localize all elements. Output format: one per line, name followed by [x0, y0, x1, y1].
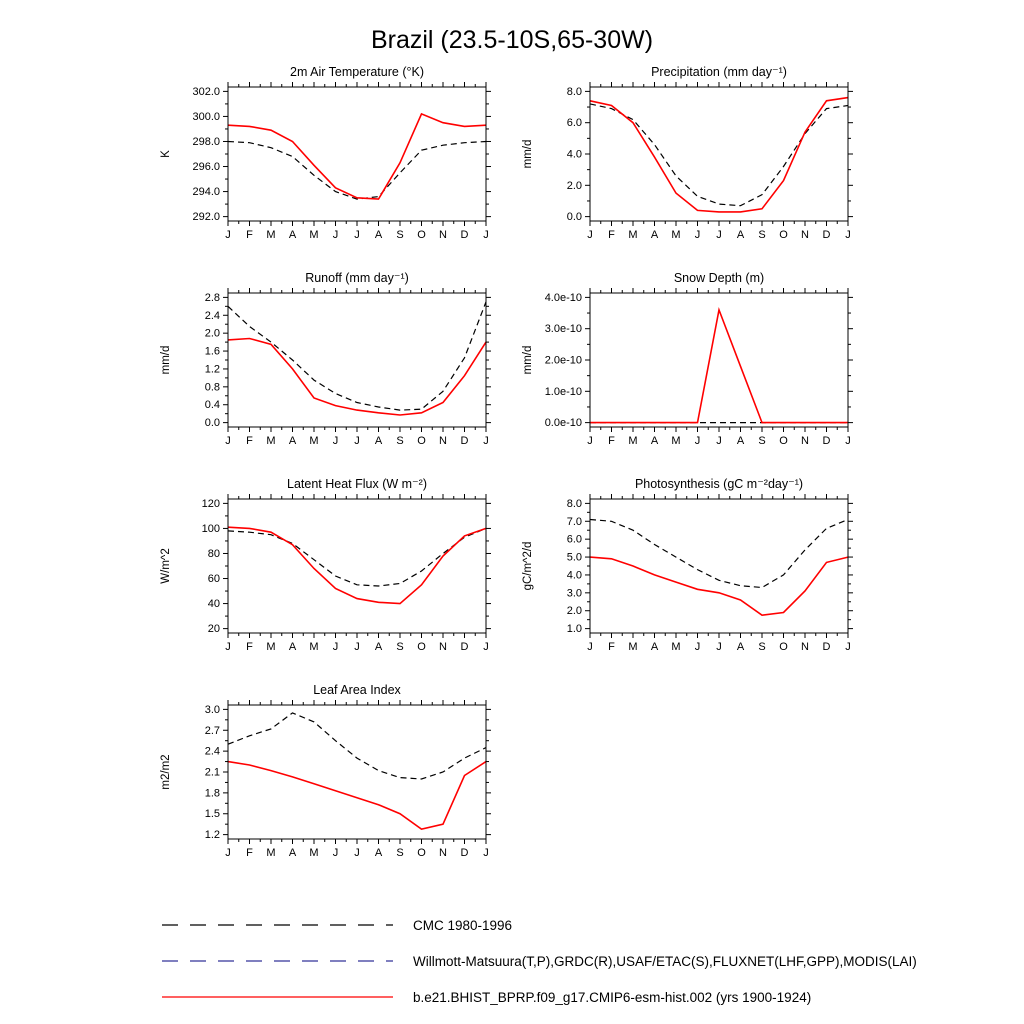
svg-text:J: J: [483, 229, 489, 241]
svg-text:A: A: [736, 435, 745, 447]
chart-snow-depth-plot: [512, 267, 862, 463]
svg-text:2.7: 2.7: [204, 724, 220, 737]
legend-label: b.e21.BHIST_BPRP.f09_g17.CMIP6-esm-hist.002 (yrs 1900-1924): [413, 989, 812, 1005]
svg-text:J: J: [845, 229, 851, 241]
svg-text:60: 60: [207, 573, 220, 586]
svg-text:1.2: 1.2: [204, 829, 220, 842]
chart-leaf-area-index-plot: [150, 679, 500, 875]
svg-text:3.0: 3.0: [204, 703, 220, 716]
svg-text:2.8: 2.8: [204, 291, 220, 304]
svg-text:m2/m2: m2/m2: [160, 754, 172, 790]
page-title: Brazil (23.5-10S,65-30W): [370, 26, 654, 54]
svg-text:J: J: [587, 435, 593, 447]
svg-text:302.0: 302.0: [192, 85, 220, 98]
svg-text:J: J: [225, 641, 231, 653]
chart-photosynthesis: [512, 473, 862, 671]
svg-text:0.0: 0.0: [204, 417, 220, 430]
svg-text:S: S: [396, 435, 404, 447]
svg-text:S: S: [396, 847, 404, 859]
legend-line-sample-dashed-black: [160, 917, 395, 933]
chart-leaf-area-index: [150, 679, 500, 877]
svg-text:2.4: 2.4: [204, 309, 220, 322]
svg-text:0.8: 0.8: [204, 381, 220, 394]
svg-text:J: J: [845, 435, 851, 447]
svg-text:0.0e-10: 0.0e-10: [544, 417, 582, 430]
svg-text:gC/m^2/d: gC/m^2/d: [522, 541, 534, 591]
svg-text:2.0: 2.0: [566, 179, 582, 192]
svg-text:F: F: [246, 229, 253, 241]
svg-text:F: F: [608, 641, 615, 653]
svg-text:A: A: [374, 435, 383, 447]
svg-text:M: M: [266, 229, 276, 241]
svg-text:1.6: 1.6: [204, 345, 220, 358]
svg-text:N: N: [439, 847, 447, 859]
svg-text:A: A: [650, 641, 659, 653]
svg-text:J: J: [694, 435, 701, 447]
svg-text:J: J: [716, 641, 722, 653]
chart-snow-depth: [512, 267, 862, 465]
svg-text:2.1: 2.1: [204, 766, 220, 779]
svg-text:N: N: [439, 641, 447, 653]
svg-text:J: J: [225, 229, 231, 241]
svg-text:Leaf Area Index: Leaf Area Index: [313, 683, 401, 697]
svg-text:J: J: [354, 229, 360, 241]
svg-text:M: M: [628, 229, 638, 241]
svg-text:1.0e-10: 1.0e-10: [544, 385, 582, 398]
svg-text:J: J: [716, 435, 722, 447]
svg-text:O: O: [417, 847, 426, 859]
svg-text:F: F: [246, 847, 253, 859]
svg-text:A: A: [650, 229, 659, 241]
svg-text:A: A: [736, 229, 745, 241]
chart-runoff-plot: [150, 267, 500, 463]
svg-text:D: D: [822, 641, 831, 653]
svg-text:O: O: [779, 435, 788, 447]
svg-text:S: S: [758, 229, 766, 241]
svg-text:Precipitation (mm day⁻¹): Precipitation (mm day⁻¹): [651, 65, 787, 79]
svg-text:M: M: [671, 229, 681, 241]
svg-text:6.0: 6.0: [566, 533, 582, 546]
svg-text:J: J: [225, 435, 231, 447]
legend-row-cmc: [160, 907, 1024, 943]
svg-text:A: A: [374, 641, 383, 653]
svg-text:M: M: [266, 641, 276, 653]
svg-text:S: S: [758, 641, 766, 653]
legend-row-model-run: [160, 979, 1024, 1015]
svg-text:D: D: [822, 229, 831, 241]
svg-text:20: 20: [207, 623, 220, 636]
svg-text:6.0: 6.0: [566, 117, 582, 130]
legend-label: CMC 1980-1996: [413, 917, 513, 933]
svg-text:40: 40: [207, 598, 220, 611]
svg-text:O: O: [779, 641, 788, 653]
svg-text:1.5: 1.5: [204, 808, 220, 821]
svg-text:S: S: [758, 435, 766, 447]
svg-text:5.0: 5.0: [566, 551, 582, 564]
svg-text:1.8: 1.8: [204, 787, 220, 800]
svg-text:2.0: 2.0: [204, 327, 220, 340]
svg-text:D: D: [460, 641, 469, 653]
chart-2m-air-temperature-plot: [150, 61, 500, 257]
svg-text:K: K: [160, 150, 172, 158]
svg-text:292.0: 292.0: [192, 211, 220, 224]
svg-text:100: 100: [201, 522, 220, 535]
svg-text:J: J: [332, 847, 339, 859]
svg-text:A: A: [288, 435, 297, 447]
svg-text:J: J: [587, 641, 593, 653]
svg-text:1.2: 1.2: [204, 363, 220, 376]
svg-text:S: S: [396, 641, 404, 653]
svg-text:M: M: [309, 847, 319, 859]
svg-text:J: J: [332, 435, 339, 447]
svg-text:120: 120: [201, 497, 220, 510]
svg-text:M: M: [671, 435, 681, 447]
svg-text:3.0e-10: 3.0e-10: [544, 323, 582, 336]
svg-text:J: J: [354, 847, 360, 859]
svg-text:J: J: [483, 847, 489, 859]
svg-text:M: M: [309, 435, 319, 447]
svg-text:N: N: [801, 641, 809, 653]
svg-text:A: A: [374, 847, 383, 859]
svg-text:296.0: 296.0: [192, 161, 220, 174]
legend-line-sample-solid-red: [160, 989, 395, 1005]
svg-text:4.0e-10: 4.0e-10: [544, 291, 582, 304]
svg-text:J: J: [694, 641, 701, 653]
svg-text:A: A: [736, 641, 745, 653]
svg-text:J: J: [483, 435, 489, 447]
svg-text:2.4: 2.4: [204, 745, 220, 758]
svg-text:N: N: [439, 229, 447, 241]
svg-text:F: F: [608, 435, 615, 447]
svg-text:M: M: [309, 641, 319, 653]
chart-runoff: [150, 267, 500, 465]
svg-text:M: M: [671, 641, 681, 653]
svg-text:3.0: 3.0: [566, 587, 582, 600]
svg-text:J: J: [716, 229, 722, 241]
svg-text:F: F: [246, 435, 253, 447]
svg-text:O: O: [417, 641, 426, 653]
svg-text:A: A: [650, 435, 659, 447]
svg-text:W/m^2: W/m^2: [160, 548, 172, 584]
svg-text:J: J: [483, 641, 489, 653]
svg-text:D: D: [822, 435, 831, 447]
svg-text:N: N: [439, 435, 447, 447]
svg-text:A: A: [288, 229, 297, 241]
svg-text:2.0: 2.0: [566, 605, 582, 618]
svg-text:Runoff (mm day⁻¹): Runoff (mm day⁻¹): [305, 271, 409, 285]
svg-text:300.0: 300.0: [192, 110, 220, 123]
chart-photosynthesis-plot: [512, 473, 862, 669]
svg-text:F: F: [246, 641, 253, 653]
svg-text:8.0: 8.0: [566, 497, 582, 510]
chart-precipitation: [512, 61, 862, 259]
svg-text:J: J: [845, 641, 851, 653]
svg-text:J: J: [354, 641, 360, 653]
svg-text:2m Air Temperature (°K): 2m Air Temperature (°K): [290, 65, 424, 79]
legend: [160, 907, 1024, 1015]
svg-text:S: S: [396, 229, 404, 241]
svg-text:1.0: 1.0: [566, 623, 582, 636]
svg-text:M: M: [266, 847, 276, 859]
svg-text:80: 80: [207, 547, 220, 560]
svg-text:J: J: [587, 229, 593, 241]
legend-line-sample-dashed-blue: [160, 953, 395, 969]
svg-text:M: M: [628, 435, 638, 447]
svg-text:N: N: [801, 229, 809, 241]
svg-text:M: M: [628, 641, 638, 653]
svg-text:A: A: [374, 229, 383, 241]
svg-text:O: O: [417, 229, 426, 241]
legend-label: Willmott-Matsuura(T,P),GRDC(R),USAF/ETAC(S),FLUXNET(LHF,GPP),MODIS(LAI): [413, 953, 917, 969]
svg-text:M: M: [309, 229, 319, 241]
svg-text:7.0: 7.0: [566, 515, 582, 528]
svg-text:D: D: [460, 229, 469, 241]
svg-text:8.0: 8.0: [566, 85, 582, 98]
svg-text:Latent Heat Flux (W m⁻²): Latent Heat Flux (W m⁻²): [287, 477, 427, 491]
chart-2m-air-temperature: [150, 61, 500, 259]
svg-text:N: N: [801, 435, 809, 447]
svg-text:mm/d: mm/d: [522, 345, 534, 375]
svg-text:294.0: 294.0: [192, 186, 220, 199]
svg-text:mm/d: mm/d: [522, 139, 534, 169]
svg-text:A: A: [288, 847, 297, 859]
charts-grid: [150, 61, 1024, 877]
svg-text:A: A: [288, 641, 297, 653]
svg-text:Snow Depth (m): Snow Depth (m): [673, 271, 765, 285]
svg-text:mm/d: mm/d: [160, 345, 172, 375]
chart-latent-heat-flux-plot: [150, 473, 500, 669]
chart-latent-heat-flux: [150, 473, 500, 671]
svg-text:O: O: [779, 229, 788, 241]
svg-text:Photosynthesis (gC m⁻²day⁻¹): Photosynthesis (gC m⁻²day⁻¹): [634, 477, 804, 491]
svg-text:298.0: 298.0: [192, 135, 220, 148]
svg-text:M: M: [266, 435, 276, 447]
svg-text:4.0: 4.0: [566, 148, 582, 161]
chart-precipitation-plot: [512, 61, 862, 257]
legend-row-obs-datasets: [160, 943, 1024, 979]
svg-text:J: J: [332, 641, 339, 653]
svg-text:J: J: [694, 229, 701, 241]
svg-text:D: D: [460, 435, 469, 447]
svg-text:4.0: 4.0: [566, 569, 582, 582]
svg-text:0.0: 0.0: [566, 211, 582, 224]
svg-text:F: F: [608, 229, 615, 241]
svg-text:O: O: [417, 435, 426, 447]
svg-text:J: J: [225, 847, 231, 859]
svg-text:0.4: 0.4: [204, 399, 220, 412]
svg-text:J: J: [354, 435, 360, 447]
svg-text:D: D: [460, 847, 469, 859]
svg-text:J: J: [332, 229, 339, 241]
svg-text:2.0e-10: 2.0e-10: [544, 354, 582, 367]
